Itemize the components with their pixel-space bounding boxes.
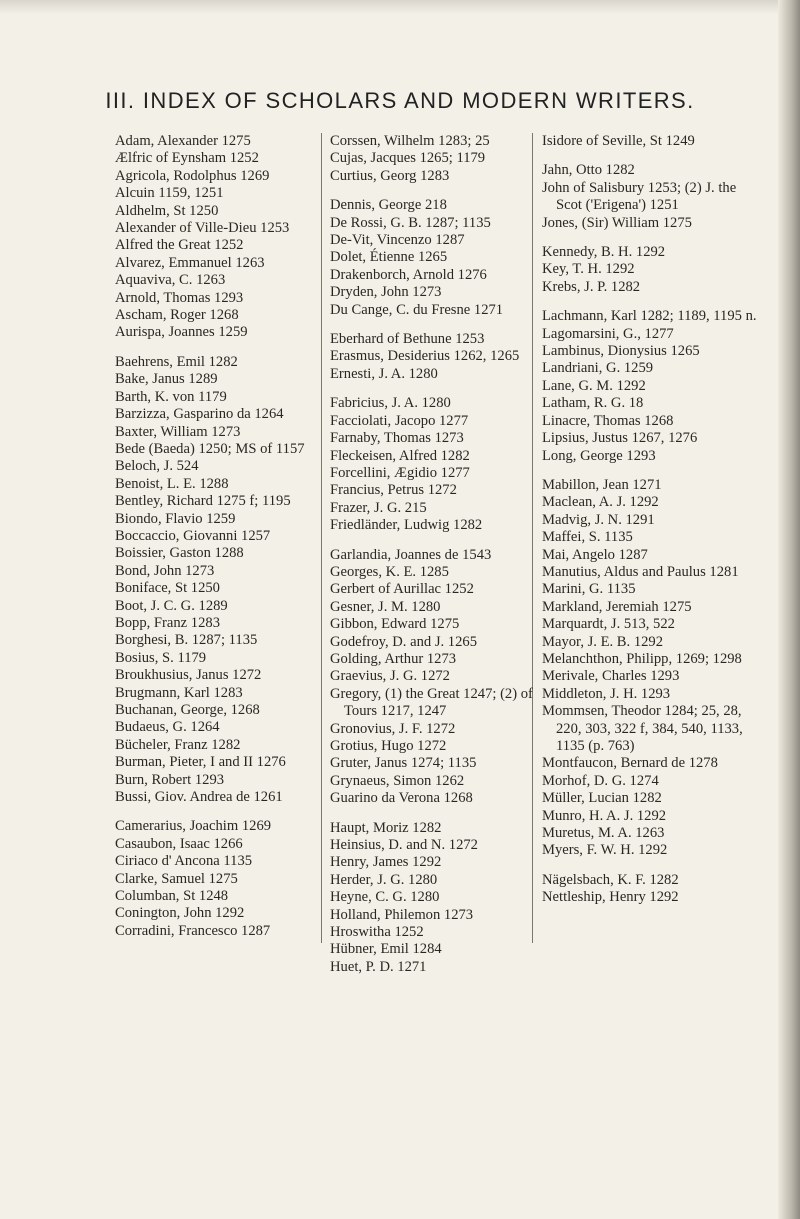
index-entry: Frazer, J. G. 215 — [330, 499, 427, 516]
index-entry: Morhof, D. G. 1274 — [542, 772, 659, 789]
index-entry: Curtius, Georg 1283 — [330, 167, 450, 184]
index-entry: Burman, Pieter, I and II 1276 — [115, 754, 286, 771]
index-letter-group — [115, 354, 323, 807]
index-column-2 — [330, 133, 538, 988]
index-entry: Marquardt, J. 513, 522 — [542, 616, 675, 633]
index-entry: Grynaeus, Simon 1262 — [330, 772, 465, 789]
index-entry: Boot, J. C. G. 1289 — [115, 597, 228, 614]
index-entry: Gesner, J. M. 1280 — [330, 598, 441, 615]
index-entry: Markland, Jeremiah 1275 — [542, 598, 692, 615]
index-letter-group — [542, 477, 762, 860]
index-entry: Bede (Baeda) 1250; MS of 1157 — [115, 440, 305, 457]
index-entry: Lipsius, Justus 1267, 1276 — [542, 430, 698, 447]
index-letter-group — [330, 547, 538, 808]
index-entry: Hroswitha 1252 — [330, 924, 424, 941]
index-entry: Munro, H. A. J. 1292 — [542, 807, 667, 824]
index-entry: Garlandia, Joannes de 1543 — [330, 546, 492, 563]
index-entry: Gregory, (1) the Great 1247; (2) of Tours 1217, 1247 — [330, 685, 533, 720]
index-entry: Alfred the Great 1252 — [115, 237, 244, 254]
index-entry: Casaubon, Isaac 1266 — [115, 835, 243, 852]
index-entry: Conington, John 1292 — [115, 905, 245, 922]
index-entry: Burn, Robert 1293 — [115, 771, 225, 788]
index-entry: Gerbert of Aurillac 1252 — [330, 581, 474, 598]
index-letter-group — [542, 133, 762, 150]
index-entry: De-Vit, Vincenzo 1287 — [330, 232, 465, 249]
index-entry: Fabricius, J. A. 1280 — [330, 395, 451, 412]
index-entry: Henry, James 1292 — [330, 854, 442, 871]
index-entry: Isidore of Seville, St 1249 — [542, 133, 695, 149]
index-entry: Marini, G. 1135 — [542, 581, 636, 598]
index-entry: Jones, (Sir) William 1275 — [542, 214, 692, 231]
index-entry: Camerarius, Joachim 1269 — [115, 818, 272, 835]
index-column-3 — [542, 133, 762, 919]
index-entry: Dennis, George 218 — [330, 197, 447, 214]
index-entry: Alexander of Ville-Dieu 1253 — [115, 220, 290, 237]
index-letter-group — [115, 818, 323, 940]
index-entry: Bücheler, Franz 1282 — [115, 736, 241, 753]
book-binding-edge — [778, 0, 800, 1219]
index-entry: Aurispa, Joannes 1259 — [115, 324, 248, 341]
index-entry: Long, George 1293 — [542, 447, 656, 464]
index-entry: Facciolati, Jacopo 1277 — [330, 412, 469, 429]
index-letter-group — [330, 133, 538, 185]
index-entry: Landriani, G. 1259 — [542, 360, 654, 377]
index-entry: Guarino da Verona 1268 — [330, 790, 473, 807]
index-entry: Clarke, Samuel 1275 — [115, 870, 238, 887]
index-entry: Melanchthon, Philipp, 1269; 1298 — [542, 650, 742, 667]
index-entry: Mai, Angelo 1287 — [542, 546, 648, 563]
index-entry: Manutius, Aldus and Paulus 1281 — [542, 563, 739, 580]
index-entry: Boissier, Gaston 1288 — [115, 545, 244, 562]
index-entry: Nägelsbach, K. F. 1282 — [542, 871, 679, 888]
index-entry: Fleckeisen, Alfred 1282 — [330, 447, 470, 464]
index-entry: Kennedy, B. H. 1292 — [542, 244, 666, 261]
index-entry: Bake, Janus 1289 — [115, 371, 218, 388]
index-entry: Alcuin 1159, 1251 — [115, 185, 224, 202]
index-letter-group — [330, 331, 538, 383]
index-entry: Barzizza, Gasparino da 1264 — [115, 406, 284, 423]
index-letter-group — [542, 162, 762, 232]
index-entry: Holland, Philemon 1273 — [330, 906, 474, 923]
index-entry: Ælfric of Eynsham 1252 — [115, 150, 259, 167]
index-entry: Baxter, William 1273 — [115, 423, 241, 440]
index-entry: Biondo, Flavio 1259 — [115, 510, 236, 527]
index-entry: Baehrens, Emil 1282 — [115, 353, 238, 370]
index-entry: Barth, K. von 1179 — [115, 388, 227, 405]
index-entry: Linacre, Thomas 1268 — [542, 412, 674, 429]
index-entry: Latham, R. G. 18 — [542, 395, 644, 412]
index-entry: Mommsen, Theodor 1284; 25, 28, 220, 303, 322 f, 384, 540, 1133, 1135 (p. 763) — [542, 703, 743, 754]
index-entry: Corssen, Wilhelm 1283; 25 — [330, 133, 490, 149]
index-letter-group — [542, 872, 762, 907]
index-letter-group — [330, 197, 538, 319]
index-entry: Lambinus, Dionysius 1265 — [542, 343, 700, 360]
index-entry: Borghesi, B. 1287; 1135 — [115, 632, 258, 649]
index-entry: Dolet, Étienne 1265 — [330, 249, 448, 266]
index-entry: Aquaviva, C. 1263 — [115, 272, 226, 289]
index-title: III. INDEX OF SCHOLARS AND MODERN WRITERS. — [105, 88, 695, 113]
index-entry: Ascham, Roger 1268 — [115, 307, 239, 324]
index-letter-group — [330, 820, 538, 977]
index-letter-group — [542, 244, 762, 296]
index-entry: De Rossi, G. B. 1287; 1135 — [330, 214, 491, 231]
index-entry: Adam, Alexander 1275 — [115, 133, 251, 149]
index-entry: Boccaccio, Giovanni 1257 — [115, 527, 271, 544]
index-entry: Friedländer, Ludwig 1282 — [330, 517, 483, 534]
index-entry: Bond, John 1273 — [115, 562, 215, 579]
index-entry: Huet, P. D. 1271 — [330, 958, 427, 975]
index-entry: Alvarez, Emmanuel 1263 — [115, 254, 265, 271]
index-entry: Heinsius, D. and N. 1272 — [330, 837, 478, 854]
index-entry: Francius, Petrus 1272 — [330, 482, 457, 499]
index-entry: Agricola, Rodolphus 1269 — [115, 167, 270, 184]
index-entry: Grotius, Hugo 1272 — [330, 738, 447, 754]
index-entry: John of Salisbury 1253; (2) J. the Scot ('Erigena') 1251 — [542, 179, 737, 214]
index-entry: Hübner, Emil 1284 — [330, 941, 442, 958]
index-entry: Brugmann, Karl 1283 — [115, 684, 243, 701]
index-entry: Cujas, Jacques 1265; 1179 — [330, 150, 486, 167]
index-entry: Myers, F. W. H. 1292 — [542, 842, 668, 859]
index-entry: Bussi, Giov. Andrea de 1261 — [115, 789, 283, 806]
index-entry: Muretus, M. A. 1263 — [542, 825, 665, 842]
index-entry: Mayor, J. E. B. 1292 — [542, 633, 664, 650]
index-entry: Bosius, S. 1179 — [115, 649, 207, 666]
index-entry: Farnaby, Thomas 1273 — [330, 430, 464, 447]
index-entry: Eberhard of Bethune 1253 — [330, 331, 485, 348]
index-entry: Georges, K. E. 1285 — [330, 563, 449, 580]
index-entry: Mabillon, Jean 1271 — [542, 476, 662, 493]
index-entry: Aldhelm, St 1250 — [115, 202, 219, 219]
index-column-1 — [115, 133, 323, 952]
index-entry: Ciriaco d' Ancona 1135 — [115, 853, 253, 870]
index-entry: Boniface, St 1250 — [115, 580, 220, 597]
index-entry: Dryden, John 1273 — [330, 284, 442, 301]
index-entry: Drakenborch, Arnold 1276 — [330, 266, 487, 283]
index-entry: Bentley, Richard 1275 f; 1195 — [115, 493, 291, 510]
index-entry: Graevius, J. G. 1272 — [330, 668, 450, 685]
index-entry: Merivale, Charles 1293 — [542, 668, 680, 685]
index-entry: Maclean, A. J. 1292 — [542, 494, 659, 511]
index-entry: Benoist, L. E. 1288 — [115, 475, 229, 492]
index-entry: Lachmann, Karl 1282; 1189, 1195 n. — [542, 308, 757, 325]
index-entry: Maffei, S. 1135 — [542, 529, 633, 546]
index-entry: Gruter, Janus 1274; 1135 — [330, 755, 477, 772]
index-entry: Müller, Lucian 1282 — [542, 790, 662, 807]
index-entry: Herder, J. G. 1280 — [330, 871, 438, 888]
index-entry: Golding, Arthur 1273 — [330, 650, 457, 667]
index-letter-group — [115, 133, 323, 342]
index-entry: Erasmus, Desiderius 1262, 1265 — [330, 348, 520, 365]
index-entry: Bopp, Franz 1283 — [115, 614, 220, 631]
index-letter-group — [330, 395, 538, 534]
index-entry: Arnold, Thomas 1293 — [115, 289, 244, 306]
index-entry: Gronovius, J. F. 1272 — [330, 720, 456, 737]
index-entry: Beloch, J. 524 — [115, 458, 199, 475]
index-entry: Columban, St 1248 — [115, 888, 229, 905]
index-entry: Lane, G. M. 1292 — [542, 377, 646, 394]
index-entry: Nettleship, Henry 1292 — [542, 889, 679, 906]
index-entry: Du Cange, C. du Fresne 1271 — [330, 301, 504, 318]
index-entry: Gibbon, Edward 1275 — [330, 616, 460, 633]
index-entry: Haupt, Moriz 1282 — [330, 819, 442, 836]
index-entry: Krebs, J. P. 1282 — [542, 278, 641, 295]
index-entry: Madvig, J. N. 1291 — [542, 511, 655, 528]
index-entry: Middleton, J. H. 1293 — [542, 685, 671, 702]
index-entry: Heyne, C. G. 1280 — [330, 889, 440, 906]
index-entry: Corradini, Francesco 1287 — [115, 922, 271, 939]
index-entry: Godefroy, D. and J. 1265 — [330, 633, 477, 650]
index-entry: Broukhusius, Janus 1272 — [115, 667, 262, 684]
index-entry: Lagomarsini, G., 1277 — [542, 325, 674, 342]
index-entry: Budaeus, G. 1264 — [115, 719, 220, 736]
index-entry: Key, T. H. 1292 — [542, 261, 635, 278]
page-top-shadow — [0, 0, 800, 14]
index-entry: Buchanan, George, 1268 — [115, 702, 260, 718]
index-entry: Ernesti, J. A. 1280 — [330, 365, 438, 382]
index-entry: Jahn, Otto 1282 — [542, 162, 635, 179]
index-entry: Montfaucon, Bernard de 1278 — [542, 755, 718, 772]
index-entry: Forcellini, Ægidio 1277 — [330, 464, 470, 481]
index-letter-group — [542, 308, 762, 465]
